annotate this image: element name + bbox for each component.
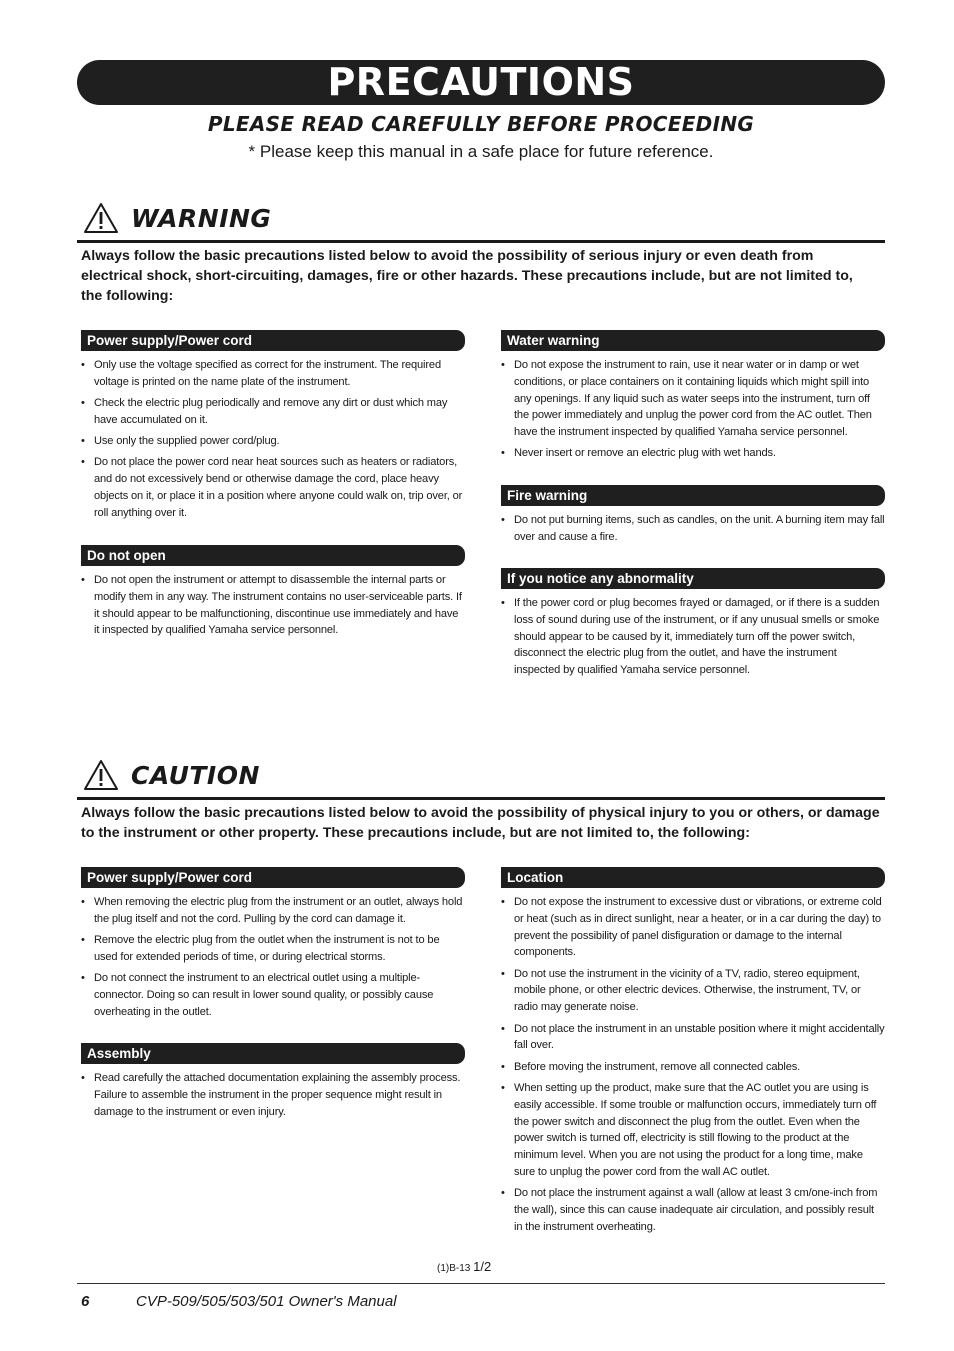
document-code [437,1259,491,1274]
caution-intro [81,803,887,843]
warning-water-block [501,330,885,462]
list-item: • Use only the supplied power cord/plug. [81,433,465,450]
title-banner [77,60,885,105]
caution-assembly-block [81,1043,465,1120]
warning-left-column [81,330,465,526]
list-item: • Do not connect the instrument to an electrical outlet using a multiple-connector. Doing so can result in lower sound quality, or possibly cause overheating in the outlet. [81,970,465,1020]
caution-power-supply-block [81,867,465,1021]
section-bar: Fire warning [501,485,885,506]
warning-triangle-icon [83,759,119,791]
bullet-list [501,894,885,1236]
list-item: • Before moving the instrument, remove all connected cables. [501,1059,885,1076]
warning-do-not-open-block [81,545,465,639]
warning-abnormality-block [501,568,885,679]
list-item: • Do not place the instrument in an unstable position where it might accidentally fall over. [501,1021,885,1055]
bullet-list [81,894,465,1021]
list-item: • Do not place the instrument against a wall (allow at least 3 cm/one-inch from the wall), since this can cause inadequate air circulation, and possibly result in the instrument overheating. [501,1185,885,1235]
section-bar: Water warning [501,330,885,351]
list-item: • If the power cord or plug becomes frayed or damaged, or if there is a sudden loss of sound during use of the instrument, or if any unusual smells or smoke should appear to be caused by it, immediately turn off the power switch, disconnect the electric plug from the outlet, and have the instrument inspected by qualified Yamaha service personnel. [501,595,885,679]
list-item: • Read carefully the attached documentation explaining the assembly process. Failure to assemble the instrument in the proper sequence might result in damage to the instrument or even injury. [81,1070,465,1120]
bullet-list [81,1070,465,1120]
caution-right-column [501,867,885,1240]
page-number: 6 [81,1293,90,1310]
list-item: • Do not put burning items, such as candles, on the unit. A burning item may fall over and cause a fire. [501,512,885,546]
warning-right-column [501,330,885,467]
warning-title: WARNING [131,204,272,233]
section-bar: If you notice any abnormality [501,568,885,589]
reference-note: * Please keep this manual in a safe place for future reference. [248,142,714,161]
warning-intro-line: Always follow the basic precautions listed below to avoid the possibility of serious injury or even death from [81,248,814,264]
list-item: • Never insert or remove an electric plug with wet hands. [501,445,885,462]
warning-triangle-icon [83,202,119,234]
page-subtitle: PLEASE READ CAREFULLY BEFORE PROCEEDING [207,112,755,136]
bullet-list [501,595,885,679]
bullet-list [81,357,465,522]
list-item: • Only use the voltage specified as correct for the instrument. The required voltage is printed on the name plate of the instrument. [81,357,465,391]
list-item: • Do not use the instrument in the vicinity of a TV, radio, stereo equipment, mobile phone, or other electric devices. Otherwise, the instrument, TV, or radio may generate noise. [501,966,885,1016]
list-item: • Check the electric plug periodically and remove any dirt or dust which may have accumulated on it. [81,395,465,429]
warning-intro [81,246,887,306]
caution-intro-line: Always follow the basic precautions listed below to avoid the possibility of physical injury to you or others, or damage [81,805,880,821]
document-part: 1/2 [473,1259,492,1274]
section-bar: Location [501,867,885,888]
section-bar: Do not open [81,545,465,566]
footer-divider [77,1283,885,1284]
document-code-label: (1)B-13 [437,1263,471,1274]
caution-left-column [81,867,465,1025]
warning-fire-block [501,485,885,546]
caution-title: CAUTION [131,761,260,790]
page-title: PRECAUTIONS [327,60,635,104]
list-item: • Do not open the instrument or attempt to disassemble the internal parts or modify them in any way. The instrument contains no user-serviceable parts. If it should appear to be malfunctioning, discontinue use immediately and have it inspected by qualified Yamaha service personnel. [81,572,465,639]
warning-intro-line: electrical shock, short-circuiting, damages, fire or other hazards. These precautions include, but are not limited to, [81,268,853,284]
warning-intro-line: the following: [81,288,174,304]
list-item: • When setting up the product, make sure that the AC outlet you are using is easily accessible. If some trouble or malfunction occurs, immediately turn off the power switch and disconnect the plug from the outlet. Even when the power switch is turned off, electricity is still flowing to the product at the minimum level. When you are not using the product for a long time, make sure to unplug the power cord from the wall AC outlet. [501,1080,885,1181]
list-item: • Do not place the power cord near heat sources such as heaters or radiators, and do not excessively bend or otherwise damage the cord, place heavy objects on it, or place it in a position where anyone could walk on, trip over, or roll anything over it. [81,454,465,521]
warning-power-supply-block [81,330,465,522]
bullet-list [501,357,885,462]
caution-left-column-2 [81,1043,465,1125]
list-item: • When removing the electric plug from the instrument or an outlet, always hold the plug itself and not the cord. Pulling by the cord can damage it. [81,894,465,928]
warning-heading [77,200,885,243]
caution-location-block [501,867,885,1236]
warning-right-column-2 [501,485,885,550]
warning-right-column-3 [501,568,885,683]
manual-title: CVP-509/505/503/501 Owner's Manual [136,1293,397,1310]
section-bar: Power supply/Power cord [81,330,465,351]
bullet-list [81,572,465,639]
list-item: • Do not expose the instrument to rain, use it near water or in damp or wet conditions, or place containers on it containing liquids which might spill into any openings. If any liquid such as water seeps into the instrument, turn off the power immediately and unplug the power cord from the AC outlet. Then have the instrument inspected by qualified Yamaha service personnel. [501,357,885,441]
section-bar: Assembly [81,1043,465,1064]
list-item: • Remove the electric plug from the outlet when the instrument is not to be used for extended periods of time, or during electrical storms. [81,932,465,966]
bullet-list [501,512,885,546]
section-bar: Power supply/Power cord [81,867,465,888]
caution-intro-line: to the instrument or other property. These precautions include, but are not limited to, the following: [81,825,750,841]
list-item: • Do not expose the instrument to excessive dust or vibrations, or extreme cold or heat (such as in direct sunlight, near a heater, or in a car during the day) to prevent the possibility of panel disfiguration or damage to the internal components. [501,894,885,961]
caution-heading [77,757,885,800]
warning-left-column-2 [81,545,465,644]
